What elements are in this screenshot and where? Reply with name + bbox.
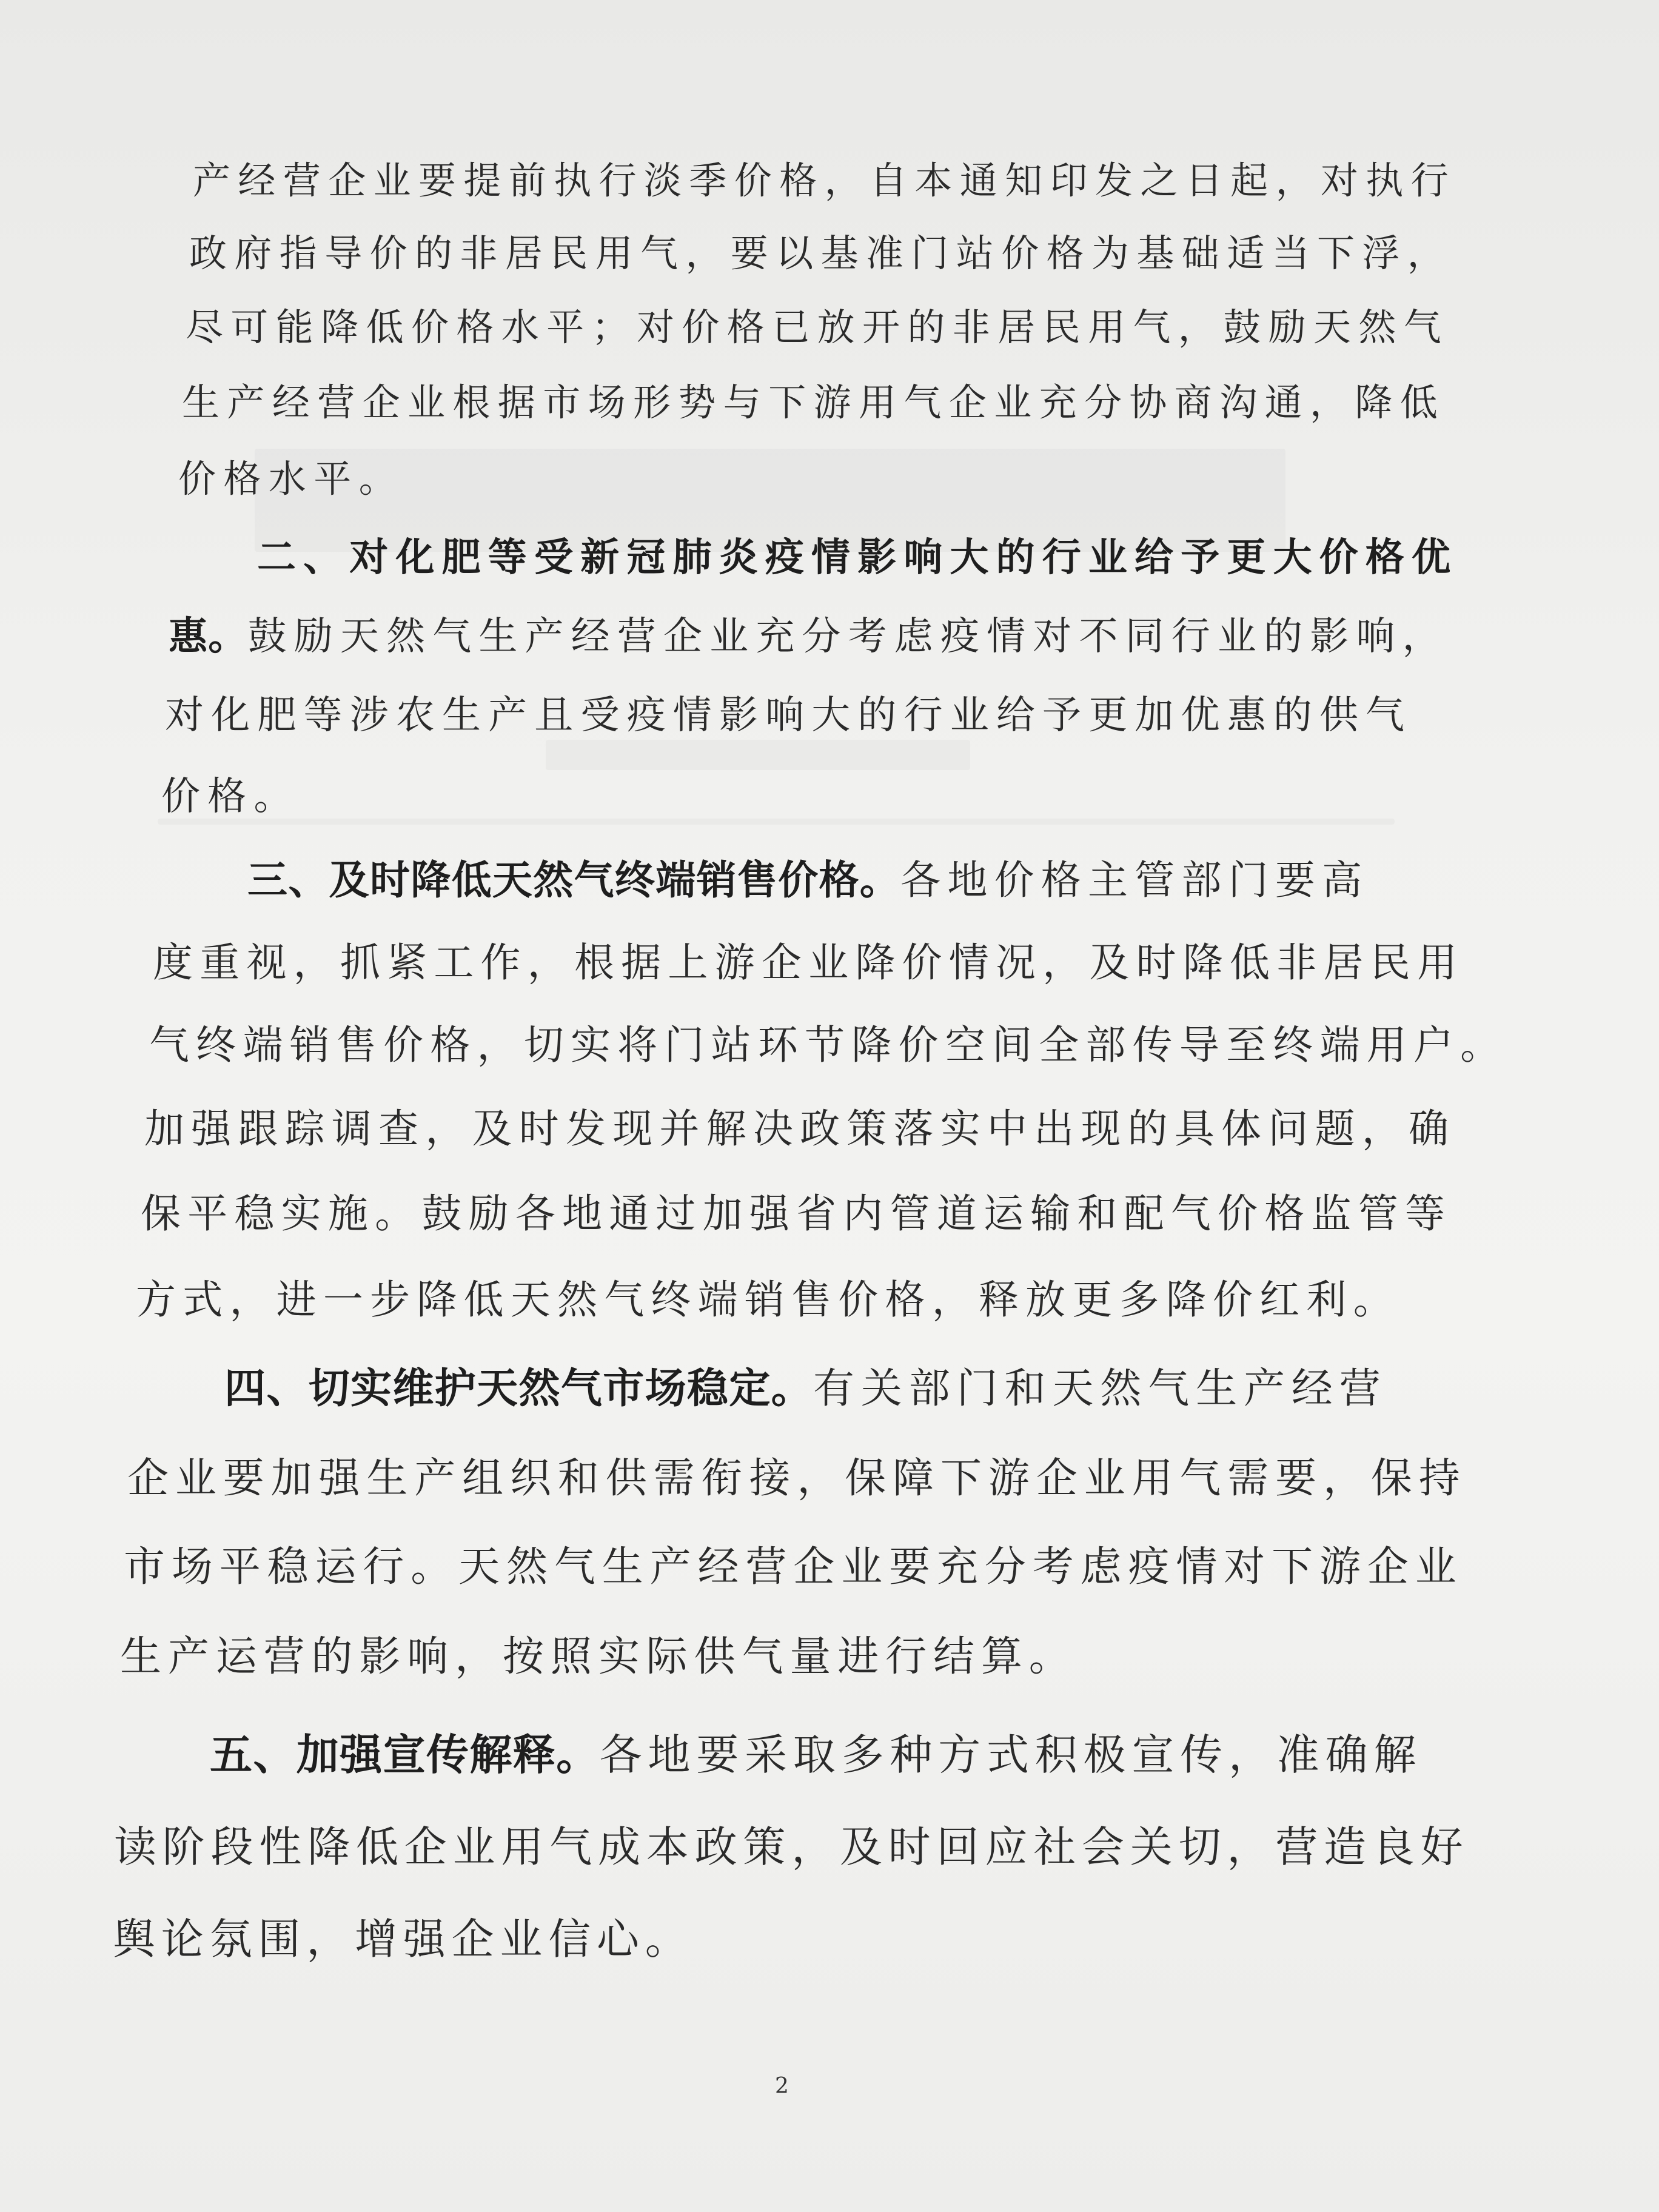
section-3-line-1 <box>247 848 1369 905</box>
section-4-heading: 四、切实维护天然气市场稳定。 <box>224 1365 814 1413</box>
section-4-line-4: 生产运营的影响，按照实际供气量进行结算。 <box>120 1633 1077 1681</box>
section-3-line-2: 度重视，抓紧工作，根据上游企业降价情况，及时降低非居民用 <box>153 939 1464 986</box>
section-2-line-2-text: 鼓励天然气生产经营企业充分考虑疫情对不同行业的影响， <box>247 614 1449 659</box>
section-2-heading: 二、对化肥等受新冠肺炎疫情影响大的行业给予更大价格优 <box>257 535 1458 580</box>
section-4-line-2: 企业要加强生产组织和供需衔接，保障下游企业用气需要，保持 <box>127 1455 1467 1503</box>
intro-line-3: 尽可能降低价格水平；对价格已放开的非居民用气，鼓励天然气 <box>186 305 1449 349</box>
section-4-line-1 <box>224 1356 1387 1415</box>
section-2-line-4: 价格。 <box>161 774 300 819</box>
section-5-line-3: 舆论氛围，增强企业信心。 <box>113 1914 694 1964</box>
intro-line-1: 产经营企业要提前执行淡季价格，自本通知印发之日起，对执行 <box>193 158 1456 203</box>
section-4-line-3: 市场平稳运行。天然气生产经营企业要充分考虑疫情对下游企业 <box>124 1543 1463 1591</box>
section-3-line-3: 气终端销售价格，切实将门站环节降价空间全部传导至终端用户。 <box>149 1022 1507 1068</box>
show-through-shadow <box>546 740 970 770</box>
section-3-line-6: 方式，进一步降低天然气终端销售价格，释放更多降价红利。 <box>136 1276 1400 1323</box>
show-through-shadow <box>158 819 1395 825</box>
intro-line-4: 生产经营企业根据市场形势与下游用气企业充分协商沟通，降低 <box>182 380 1446 424</box>
section-3-line-5: 保平稳实施。鼓励各地通过加强省内管道运输和配气价格监管等 <box>141 1190 1452 1237</box>
page-number: 2 <box>775 2074 789 2099</box>
section-2-heading-end: 惠。 <box>169 614 248 659</box>
section-5-line-1 <box>210 1721 1422 1782</box>
intro-line-2: 政府指导价的非居民用气，要以基准门站价格为基础适当下浮， <box>189 231 1453 275</box>
section-2-line-2 <box>169 605 1449 661</box>
section-5-line-1-text: 各地要采取多种方式积极宣传，准确解 <box>599 1730 1423 1780</box>
section-4-line-1-text: 有关部门和天然气生产经营 <box>813 1365 1387 1413</box>
section-5-heading: 五、加强宣传解释。 <box>210 1730 600 1780</box>
section-2-line-3: 对化肥等涉农生产且受疫情影响大的行业给予更加优惠的供气 <box>165 693 1412 738</box>
section-5-line-2: 读阶段性降低企业用气成本政策，及时回应社会关切，营造良好 <box>114 1822 1469 1872</box>
section-3-line-1-text: 各地价格主管部门要高 <box>900 857 1369 903</box>
intro-line-5: 价格水平。 <box>178 457 404 501</box>
section-3-heading: 三、及时降低天然气终端销售价格。 <box>247 857 901 903</box>
section-3-line-4: 加强跟踪调查，及时发现并解决政策落实中出现的具体问题，确 <box>144 1105 1456 1152</box>
